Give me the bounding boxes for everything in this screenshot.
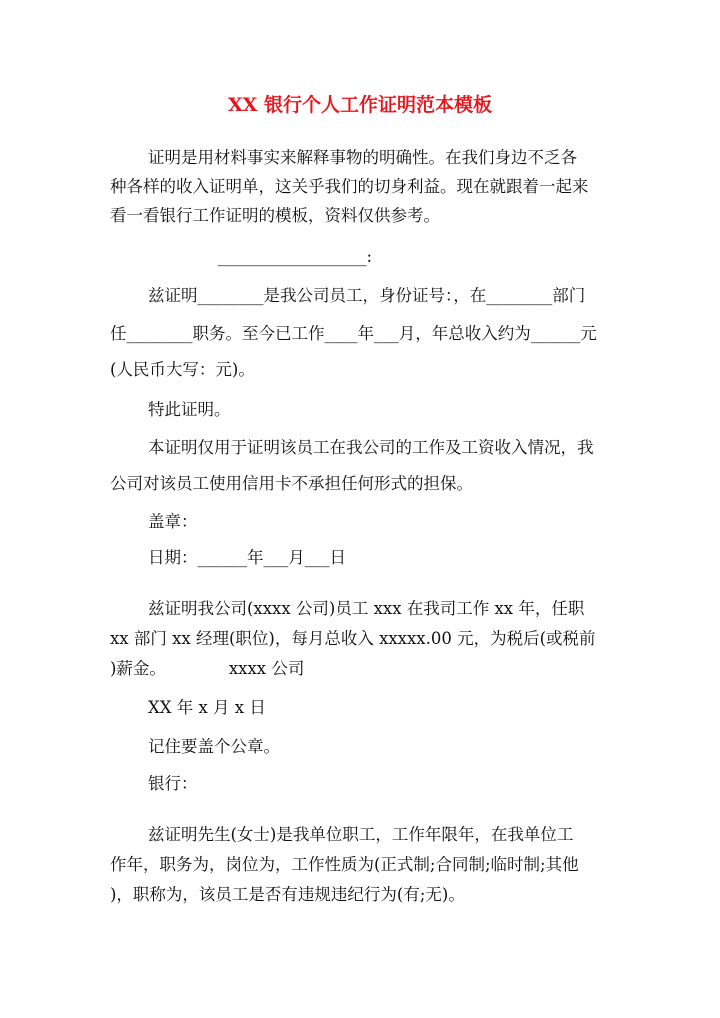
date-line: 日期：______年___月___日 <box>148 548 346 567</box>
usage-note-line-1: 本证明仅用于证明该员工在我公司的工作及工资收入情况，我 <box>148 438 594 457</box>
unit-cert-line-3: )，职称为，该员工是否有违规违纪行为(有;无)。 <box>110 885 465 904</box>
document-title: XX 银行个人工作证明范本模板 <box>227 94 493 116</box>
stamp-reminder: 记住要盖个公章。 <box>148 737 280 756</box>
hereby-certify: 特此证明。 <box>148 400 231 419</box>
sample-line-2: xx 部门 xx 经理(职位)，每月总收入 xxxxx.00 元，为税后(或税前 <box>110 629 596 648</box>
certify-line-2: 任________职务。至今已工作____年___月，年总收入约为______元 <box>110 324 597 343</box>
unit-cert-line-1: 兹证明先生(女士)是我单位职工，工作年限年，在我单位工 <box>148 825 574 844</box>
sample-line-1: 兹证明我公司(xxxx 公司)员工 xxx 在我司工作 xx 年，任职 <box>148 599 585 618</box>
intro-line-3: 看一看银行工作证明的模板，资料仅供参考。 <box>110 206 440 225</box>
recipient-blank-line: __________________: <box>218 247 373 266</box>
intro-line-1: 证明是用材料事实来解释事物的明确性。在我们身边不乏各 <box>148 148 577 167</box>
sample-line-3: )薪金。 xxxx 公司 <box>110 659 305 678</box>
certify-line-3: (人民币大写：元)。 <box>110 360 255 379</box>
unit-cert-line-2: 作年，职务为，岗位为，工作性质为(正式制;合同制;临时制;其他 <box>110 855 579 874</box>
certify-line-1: 兹证明________是我公司员工，身份证号：，在________部门 <box>148 286 586 305</box>
bank-label: 银行： <box>148 774 198 793</box>
seal-label: 盖章： <box>148 512 198 531</box>
usage-note-line-2: 公司对该员工使用信用卡不承担任何形式的担保。 <box>110 474 473 493</box>
sample-date: XX 年 x 月 x 日 <box>148 698 266 717</box>
intro-line-2: 种各样的收入证明单，这关乎我们的切身利益。现在就跟着一起来 <box>110 177 589 196</box>
